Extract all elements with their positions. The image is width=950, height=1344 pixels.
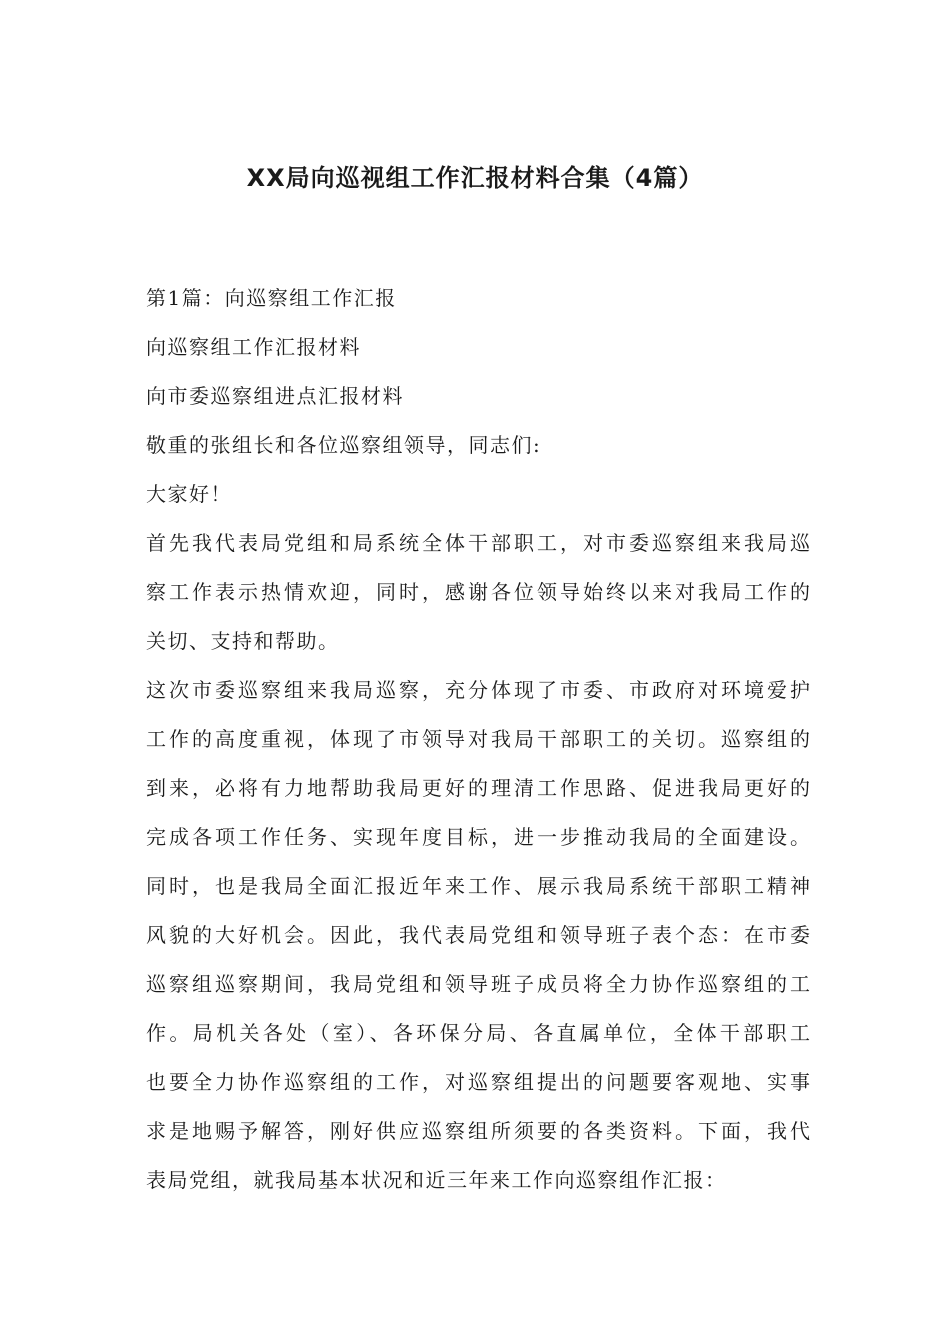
body-line: 求是地赐予解答，刚好供应巡察组所须要的各类资料。下面，我代 (146, 1119, 810, 1143)
body-line: 同时，也是我局全面汇报近年来工作、展示我局系统干部职工精神 (146, 874, 810, 898)
body-line: 大家好！ (146, 482, 232, 506)
body-line: 关切、支持和帮助。 (146, 629, 340, 653)
document-title: XX局向巡视组工作汇报材料合集（4篇） (246, 164, 704, 192)
body-line: 作。局机关各处（室）、各环保分局、各直属单位，全体干部职工 (146, 1021, 810, 1045)
body-line: 向市委巡察组进点汇报材料 (146, 384, 404, 408)
body-line: 到来，必将有力地帮助我局更好的理清工作思路、促进我局更好的 (146, 776, 810, 800)
body-line: 也要全力协作巡察组的工作，对巡察组提出的问题要客观地、实事 (146, 1070, 810, 1094)
body-line: 巡察组巡察期间，我局党组和领导班子成员将全力协作巡察组的工 (146, 972, 810, 996)
body-line: 这次市委巡察组来我局巡察，充分体现了市委、市政府对环境爱护 (146, 678, 810, 702)
body-line: 察工作表示热情欢迎，同时，感谢各位领导始终以来对我局工作的 (146, 580, 810, 604)
body-line: 工作的高度重视，体现了市领导对我局干部职工的关切。巡察组的 (146, 727, 810, 751)
body-line: 敬重的张组长和各位巡察组领导，同志们: (146, 433, 542, 457)
body-line: 表局党组，就我局基本状况和近三年来工作向巡察组作汇报： (146, 1168, 727, 1192)
body-line: 风貌的大好机会。因此，我代表局党组和领导班子表个态：在市委 (146, 923, 810, 947)
body-line: 向巡察组工作汇报材料 (146, 335, 361, 359)
document-body (146, 282, 810, 1213)
body-line: 第1篇：向巡察组工作汇报 (146, 286, 397, 310)
body-line: 完成各项工作任务、实现年度目标，进一步推动我局的全面建设。 (146, 825, 810, 849)
body-line: 首先我代表局党组和局系统全体干部职工，对市委巡察组来我局巡 (146, 531, 810, 555)
